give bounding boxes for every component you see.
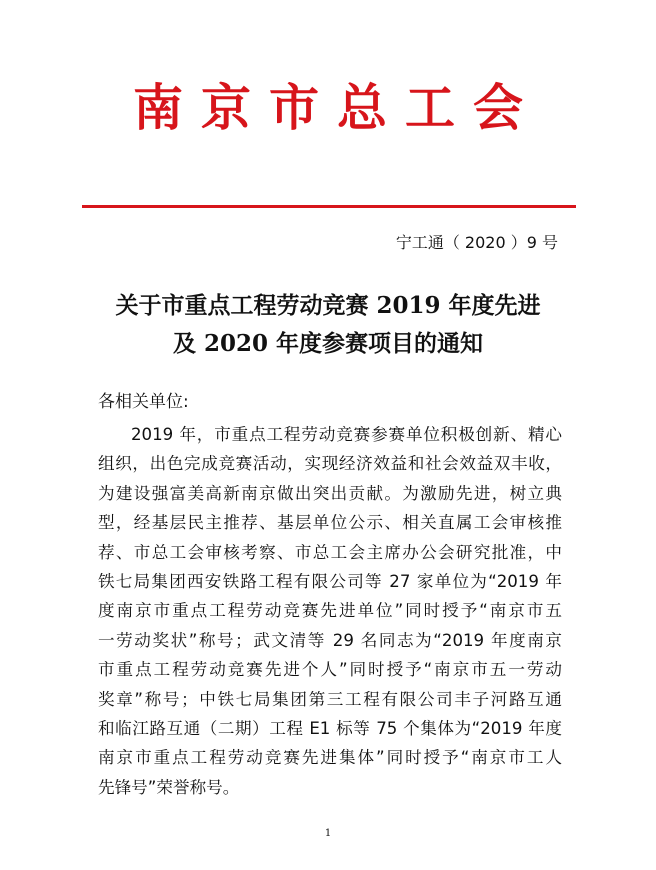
body-line: 铁七局集团西安铁路工程有限公司等 27 家单位为“2019 年 [98, 571, 562, 591]
body-line: 和临江路互通（二期）工程 E1 标等 75 个集体为“2019 年度 [98, 718, 562, 738]
title-line-1: 关于市重点工程劳动竞赛 2019 年度先进 [115, 292, 541, 319]
masthead-title: 南京市总工会 [133, 78, 541, 137]
body-line: 为建设强富美高新南京做出突出贡献。为激励先进，树立典 [98, 483, 562, 503]
body-line: 2019 年，市重点工程劳动竞赛参赛单位积极创新、精心 [131, 425, 562, 444]
body-line: 市重点工程劳动竞赛先进个人”同时授予“南京市五一劳动 [98, 660, 562, 680]
body-line: 先锋号”荣誉称号。 [98, 777, 240, 797]
red-divider-rule [82, 205, 576, 208]
page-number: 1 [324, 828, 332, 839]
document-title [80, 287, 576, 363]
body-line: 一劳动奖状”称号；武文清等 29 名同志为“2019 年度南京 [98, 630, 562, 650]
title-line-2: 及 2020 年度参赛项目的通知 [172, 330, 484, 357]
document-number: 宁工通（ 2020 ）9 号 [395, 233, 558, 252]
body-line: 奖章”称号；中铁七局集团第三工程有限公司丰子河路互通 [98, 689, 562, 709]
body-line: 组织，出色完成竞赛活动，实现经济效益和社会效益双丰收， [98, 454, 562, 474]
body-line: 型，经基层民主推荐、基层单位公示、相关直属工会审核推 [98, 513, 562, 533]
body-line: 荐、市总工会审核考察、市总工会主席办公会研究批准，中 [98, 542, 562, 562]
salutation: 各相关单位: [98, 392, 189, 412]
body-line: 度南京市重点工程劳动竞赛先进单位”同时授予“南京市五 [98, 601, 562, 621]
body-paragraph [98, 420, 562, 802]
body-line: 南京市重点工程劳动竞赛先进集体”同时授予“南京市工人 [98, 748, 562, 768]
